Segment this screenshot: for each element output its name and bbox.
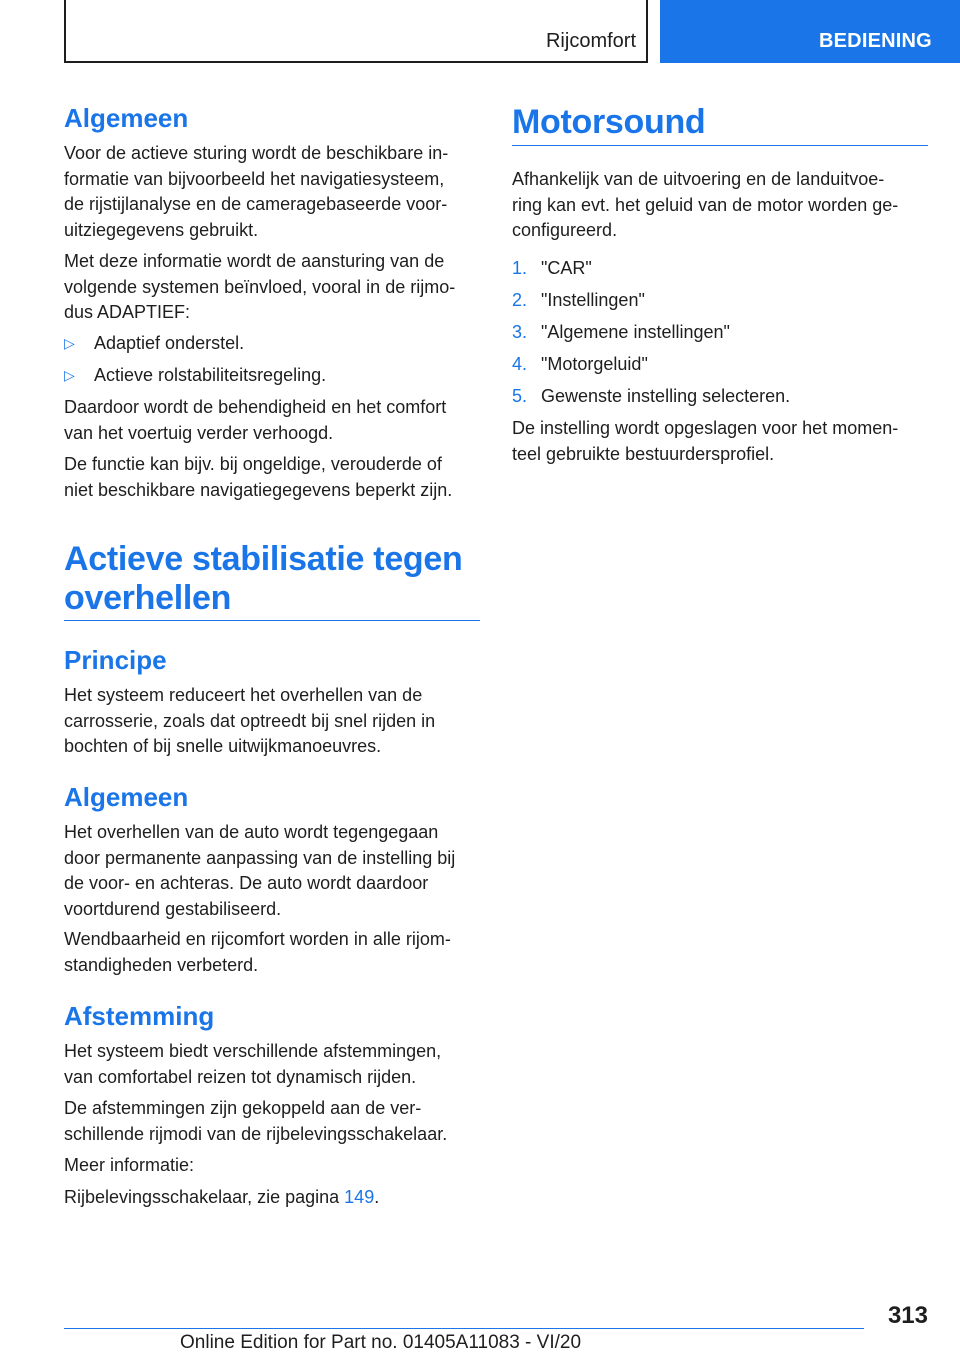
- footer-divider: [64, 1328, 864, 1329]
- title-divider: [512, 145, 928, 146]
- text-line: Daardoor wordt de behendigheid en het comfort: [64, 397, 447, 417]
- text-line: voortdurend gestabiliseerd.: [64, 898, 282, 919]
- text-line: standigheden verbeterd.: [64, 954, 259, 975]
- step-number: 4.: [512, 354, 528, 374]
- text-line: Het overhellen van de auto wordt tegengegaan: [64, 822, 439, 842]
- text-line: Voor de actieve sturing wordt de beschikbare in-: [64, 143, 449, 163]
- step-text: "Algemene instellingen": [541, 322, 730, 342]
- text-line: volgende systemen beïnvloed, vooral in de rijmo-: [64, 276, 456, 297]
- paragraph: [64, 927, 451, 978]
- text-line: door permanente aanpassing van de instelling bij: [64, 847, 456, 868]
- step-number: 3.: [512, 322, 528, 342]
- list-item-text: Actieve rolstabiliteitsregeling.: [94, 365, 327, 385]
- paragraph: [64, 820, 455, 922]
- page-link[interactable]: 149: [344, 1187, 375, 1207]
- text-line: de voor- en achteras. De auto wordt daardoor: [64, 873, 429, 893]
- triangle-bullet-icon: ▷: [64, 367, 75, 383]
- step-number: 1.: [512, 258, 528, 278]
- text-line: configureerd.: [512, 220, 618, 240]
- text-line: Met deze informatie wordt de aansturing van de: [64, 251, 445, 271]
- title-line: overhellen: [64, 579, 232, 617]
- paragraph: [64, 683, 435, 760]
- text-line: uitziegegevens gebruikt.: [64, 219, 259, 240]
- list-item-text: Adaptief onderstel.: [94, 333, 245, 353]
- text-line: bochten of bij snelle uitwijkmanoeuvres.: [64, 736, 382, 756]
- section-heading-algemeen: Algemeen: [64, 103, 189, 133]
- paragraph: Meer informatie:: [64, 1155, 195, 1175]
- cross-reference: [64, 1185, 379, 1211]
- chapter-title-stabilisatie: [64, 540, 462, 618]
- text-line: De afstemmingen zijn gekoppeld aan de ver-: [64, 1098, 422, 1118]
- text-line: formatie van bijvoorbeeld het navigatiesysteem,: [64, 168, 445, 189]
- step-text: "Motorgeluid": [541, 354, 648, 374]
- step-number: 2.: [512, 290, 528, 310]
- step-text: Gewenste instelling selecteren.: [541, 386, 791, 406]
- paragraph: [64, 395, 446, 446]
- triangle-bullet-icon: ▷: [64, 335, 75, 351]
- section-heading-principe: Principe: [64, 645, 167, 675]
- paragraph: [64, 141, 448, 243]
- text-line: niet beschikbare navigatiegegevens beperkt zijn.: [64, 479, 453, 500]
- paragraph: [64, 1039, 441, 1090]
- text-line: van comfortabel reizen tot dynamisch rijden.: [64, 1066, 417, 1087]
- text-line: de rijstijlanalyse en de cameragebaseerde voor-: [64, 194, 448, 214]
- text-line: Wendbaarheid en rijcomfort worden in alle rijom-: [64, 929, 451, 949]
- header-chapter-tab: [660, 0, 960, 63]
- text-line: van het voertuig verder verhoogd.: [64, 422, 334, 443]
- header-section-title: Rijcomfort: [545, 30, 636, 52]
- text-line: teel gebruikte bestuurdersprofiel.: [512, 443, 775, 464]
- paragraph: [64, 249, 455, 326]
- text-line: De functie kan bijv. bij ongeldige, verouderde of: [64, 454, 442, 474]
- step-number: 5.: [512, 386, 528, 406]
- text-line: Afhankelijk van de uitvoering en de landuitvoe-: [512, 169, 885, 189]
- section-heading-algemeen: Algemeen: [64, 782, 189, 812]
- text-line: schillende rijmodi van de rijbelevingsschakelaar.: [64, 1123, 448, 1144]
- text-line: De instelling wordt opgeslagen voor het momen-: [512, 418, 899, 438]
- text-line: Het systeem reduceert het overhellen van de: [64, 685, 423, 705]
- step-text: "CAR": [541, 258, 592, 278]
- title-line: Actieve stabilisatie tegen: [64, 540, 463, 578]
- title-divider: [64, 620, 480, 621]
- step-text: "Instellingen": [541, 290, 645, 310]
- text-line: Het systeem biedt verschillende afstemmingen,: [64, 1041, 442, 1061]
- chapter-title-motorsound: Motorsound: [512, 103, 706, 141]
- footer-edition: Online Edition for Part no. 01405A11083 - VI/20: [180, 1332, 582, 1353]
- text-line: carrosserie, zoals dat optreedt bij snel rijden in: [64, 710, 436, 731]
- cross-reference-end: .: [374, 1187, 380, 1207]
- text-line: ring kan evt. het geluid van de motor worden ge-: [512, 194, 899, 215]
- page-number: 313: [887, 1302, 928, 1329]
- paragraph: [512, 416, 898, 467]
- paragraph: [64, 452, 452, 503]
- paragraph: [64, 1096, 447, 1147]
- header-chapter-label: BEDIENING: [819, 30, 932, 52]
- paragraph: [512, 167, 898, 244]
- section-heading-afstemming: Afstemming: [64, 1001, 215, 1031]
- text-line: dus ADAPTIEF:: [64, 302, 191, 322]
- cross-reference-text: Rijbelevingsschakelaar, zie pagina: [64, 1187, 345, 1207]
